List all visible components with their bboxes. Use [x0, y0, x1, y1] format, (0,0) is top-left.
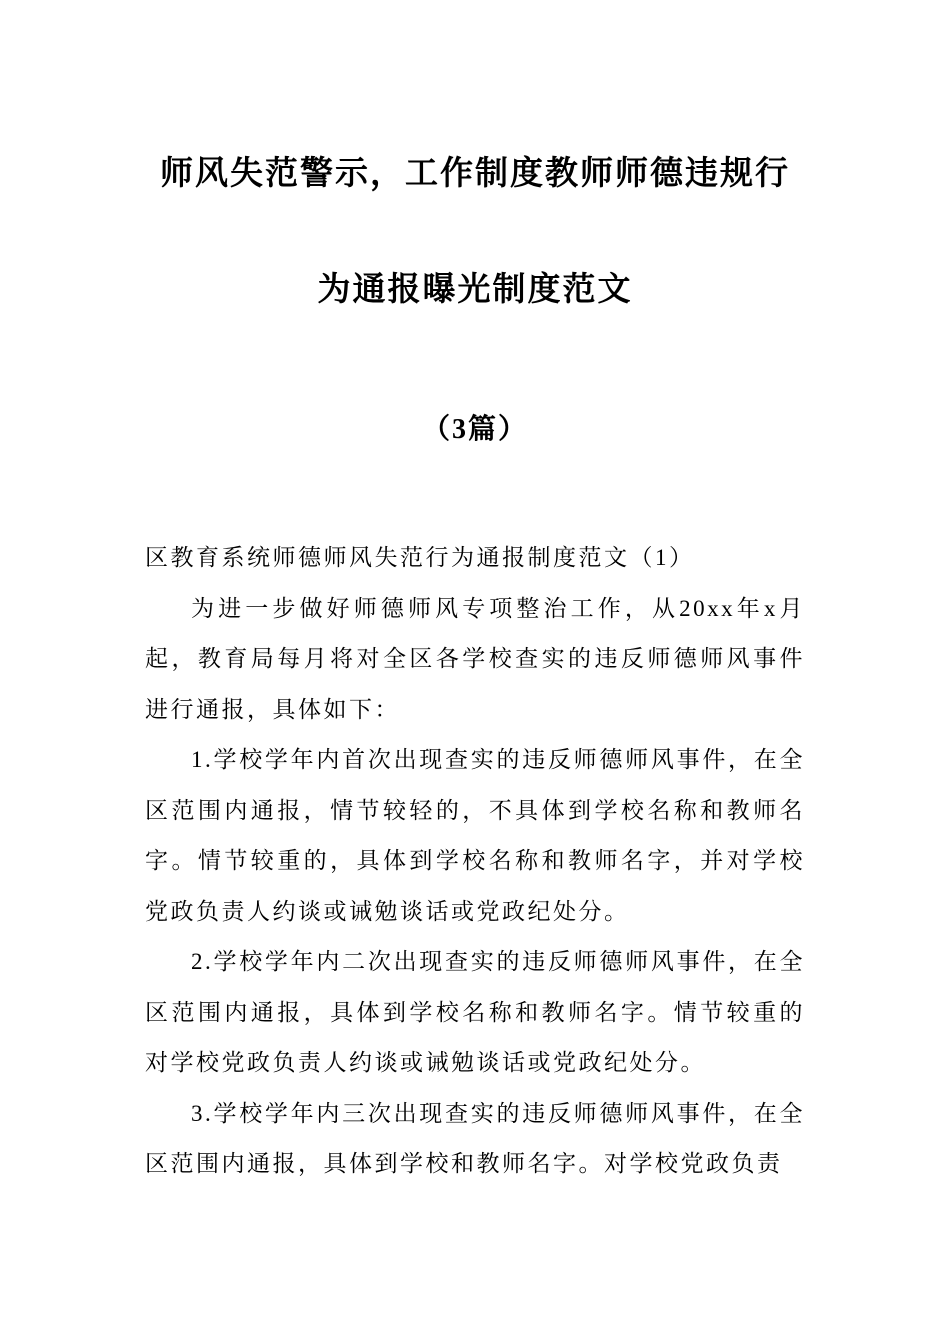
paragraph: 1.学校学年内首次出现查实的违反师德师风事件，在全区范围内通报，情节较轻的，不具体到学校名称和教师名字。情节较重的，具体到学校名称和教师名字，并对学校党政负责人约谈或诫勉谈话或党政纪处分。 [145, 747, 805, 924]
title-line-1: 师风失范警示，工作制度教师师德违规行 [160, 156, 790, 192]
document-body [145, 533, 805, 1190]
paragraph: 3.学校学年内三次出现查实的违反师德师风事件，在全区范围内通报，具体到学校和教师名字。对学校党政负责 [145, 1100, 805, 1177]
paragraph: 2.学校学年内二次出现查实的违反师德师风事件，在全区范围内通报，具体到学校名称和教师名字。情节较重的对学校党政负责人约谈或诫勉谈话或党政纪处分。 [145, 949, 805, 1076]
document-subtitle: （3篇） [421, 413, 528, 445]
paragraph: 为进一步做好师德师风专项整治工作，从20xx年x月起，教育局每月将对全区各学校查实的违反师德师风事件进行通报，具体如下： [145, 595, 805, 722]
document-title [145, 156, 805, 309]
title-line-2: 为通报曝光制度范文 [317, 272, 633, 309]
paragraph-heading: 区教育系统师德师风失范行为通报制度范文（1） [145, 545, 695, 571]
